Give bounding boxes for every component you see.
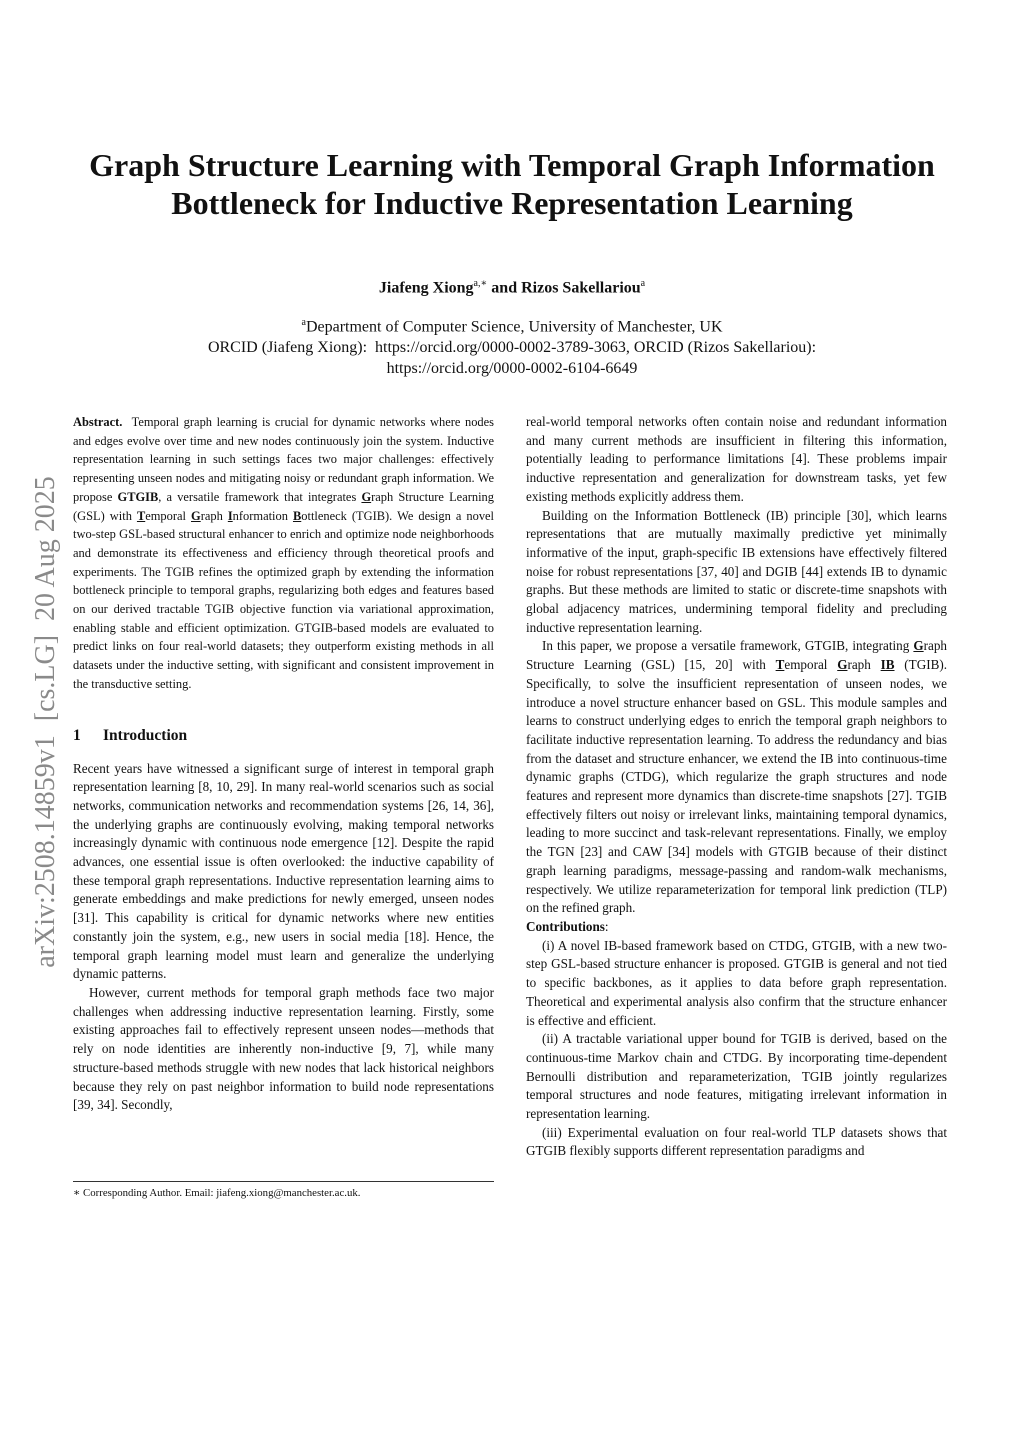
contributions-label: Contributions — [526, 918, 605, 934]
intro-paragraph-2-cont: real-world temporal networks often contain noise and redundant information and many current methods are insufficient in filtering this information, potentially leading to performance limitations [4]. These problems impair inductive representation and generalization for downstream tasks, yet few existing methods explicitly address them. — [526, 414, 947, 504]
acronym-letter: G — [837, 657, 848, 673]
arxiv-identifier-stamp: arXiv:2508.14859v1 [cs.LG] 20 Aug 2025 — [30, 476, 61, 968]
abstract-text: emporal — [145, 508, 192, 523]
contribution-item: (iii) Experimental evaluation on four real-world TLP datasets shows that GTGIB flexibly supports different representation paradigms and — [526, 1124, 947, 1159]
section-heading — [73, 726, 494, 746]
affiliation-block — [80, 312, 944, 379]
intro-paragraph-1: Recent years have witnessed a significant surge of interest in temporal graph representation learning [8, 10, 29]. In many real-world scenarios such as social networks, communication networks and recommendation systems [26, 14, 36], the underlying graphs are continuously evolving, making temporal networks increasingly dynamic with continuous node emergence [12]. Despite the rapid advances, one essential issue is often overlooked: the inductive capability of these temporal graph representations. Inductive representation learning aims to generate embeddings and make predictions for newly emerged, unseen nodes [31]. This capability is critical for dynamic networks where new entities constantly join the system, e.g., new users in social media [18]. Hence, the temporal graph learning model must learn and generalize the underlying dynamic patterns. — [73, 760, 494, 982]
section-number: 1 — [73, 726, 81, 744]
abstract-text: nformation — [232, 508, 293, 523]
paragraph-text: raph Structure Learning (GSL) [15, 20] with — [526, 638, 947, 673]
author-list — [80, 274, 944, 298]
acronym-letter: IB — [880, 657, 895, 673]
acronym-letter: B — [292, 508, 302, 523]
acronym-letter: G — [191, 508, 201, 523]
author-name: Jiafeng Xiong — [378, 279, 474, 297]
abstract-text: raph Structure Learning (GSL) with — [73, 489, 494, 523]
right-column — [526, 413, 947, 1161]
acronym-letter: T — [136, 508, 146, 523]
intro-paragraph-2: However, current methods for temporal graph methods face two major challenges when addressing inductive representation learning. Firstly, some existing approaches fail to effectively represent unseen nodes—methods that rely on node identities are inherently non-inductive [9, 7], while many structure-based methods struggle with new nodes that lack historical neighbors because they rely on past neighbor information to build node representations [39, 34]. Secondly, — [73, 984, 494, 1113]
contributions-colon: : — [604, 918, 609, 934]
author-joiner: and — [487, 279, 522, 297]
acronym-letter: G — [361, 489, 372, 504]
affiliation-mark: a — [640, 278, 646, 289]
department: Department of Computer Science, University of Manchester, UK — [305, 318, 723, 336]
abstract-text: ottleneck (TGIB). We design a novel two-step GSL-based structural enhancer to enrich and optimize node neighborhoods and demonstrate its effectiveness and efficiency through theoretical proofs and experiments. The TGIB refines the optimized graph by extending the information bottleneck principle to temporal graphs, regularizing both edges and features based on our derived tractable TGIB objective function via variational approximation, enabling stable and efficient optimization. GTGIB-based models are evaluated to predict links on four real-world datasets; they outperform existing methods in all datasets under the inductive setting, with significant and consistent improvement in the transductive setting. — [73, 508, 495, 691]
affiliation-mark: a — [301, 317, 306, 328]
footnote-mark: ∗ — [73, 1187, 81, 1199]
acronym-letter: G — [913, 638, 924, 654]
orcid-line-2: https://orcid.org/0000-0002-6104-6649 — [386, 360, 638, 378]
author-name: Rizos Sakellariou — [521, 279, 641, 297]
paragraph-text: In this paper, we propose a versatile framework, GTGIB, integrating — [542, 638, 914, 654]
gtgib-term: GTGIB — [117, 489, 159, 504]
acronym-letter: I — [227, 508, 233, 523]
intro-paragraph-4 — [526, 637, 947, 918]
affiliation-mark: a,∗ — [473, 278, 488, 289]
intro-paragraph-3: Building on the Information Bottleneck (IB) principle [30], which learns representations that are mutually maximally predictive yet minimally informative of the input, graph-specific IB extensions have effectively filtered noise for robust representations [37, 40] and DGIB [44] extends IB to dynamic graphs. But these methods are limited to static or discrete-time snapshots with global adjacency matrices, undermining temporal fidelity and precluding inductive representation learning. — [526, 507, 947, 635]
acronym-letter: T — [775, 657, 785, 673]
abstract — [73, 413, 494, 694]
contribution-item: (i) A novel IB-based framework based on CTDG, GTGIB, with a new two-step GSL-based structure enhancer is proposed. GTGIB is general and not tied to specific backbones, as it applies to data before graph representation. Theoretical and experimental analysis also confirm that the structure enhancer is effective and efficient. — [526, 937, 947, 1028]
paragraph-text: emporal — [784, 657, 838, 673]
paragraph-text: raph — [847, 657, 881, 673]
abstract-text: , a versatile framework that integrates — [158, 489, 362, 504]
abstract-text: Temporal graph learning is crucial for dynamic networks where nodes and edges evolve over time and new nodes continuously join the system. Inductive representation learning in such settings faces two major challenges: effectively representing unseen nodes and mitigating noisy or redundant graph information. We propose — [73, 415, 495, 504]
left-column — [73, 413, 494, 1115]
footnote — [73, 1186, 494, 1200]
contribution-item: (ii) A tractable variational upper bound for TGIB is derived, based on the continuous-time Markov chain and CTDG. By incorporating time-dependent Bernoulli distribution and reparameterization, TGIB jointly regularizes temporal structures and node features, mitigating irrelevant information in representation learning. — [526, 1031, 947, 1122]
footnote-text: Corresponding Author. Email: jiafeng.xiong@manchester.ac.uk. — [80, 1187, 361, 1199]
contributions-heading — [526, 918, 947, 937]
paragraph-text: (TGIB). Specifically, to solve the insufficient representation of unseen nodes, we introduce a novel structure enhancer based on GSL. This module samples and learns to construct underlying edges to enrich the temporal graph neighbors to facilitate inductive representation learning. To address the redundancy and bias from the dataset and structure enhancer, we extend the IB into continuous-time dynamic graphs (CTDG), which regularize the graph structures and node features and represent more dynamics than discrete-time snapshots [27]. TGIB effectively filters out noisy or irrelevant links, maintaining temporal dynamics, leading to more succinct and task-relevant representations. Finally, we employ the TGN [23] and CAW [34] models with GTGIB because of their distinct graph learning paradigms, message-passing and random-walk mechanisms, respectively. We utilize reparameterization for temporal link prediction (TLP) on the refined graph. — [526, 657, 948, 916]
abstract-text: raph — [200, 508, 228, 523]
section-title-text: Introduction — [103, 726, 188, 744]
footnote-rule — [73, 1181, 494, 1182]
paper-title: Graph Structure Learning with Temporal Graph Information Bottleneck for Inductive Representation Learning — [89, 147, 935, 221]
abstract-label: Abstract. — [73, 415, 123, 429]
orcid-line: ORCID (Jiafeng Xiong): https://orcid.org/0000-0002-3789-3063, ORCID (Rizos Sakellariou): — [207, 339, 817, 357]
